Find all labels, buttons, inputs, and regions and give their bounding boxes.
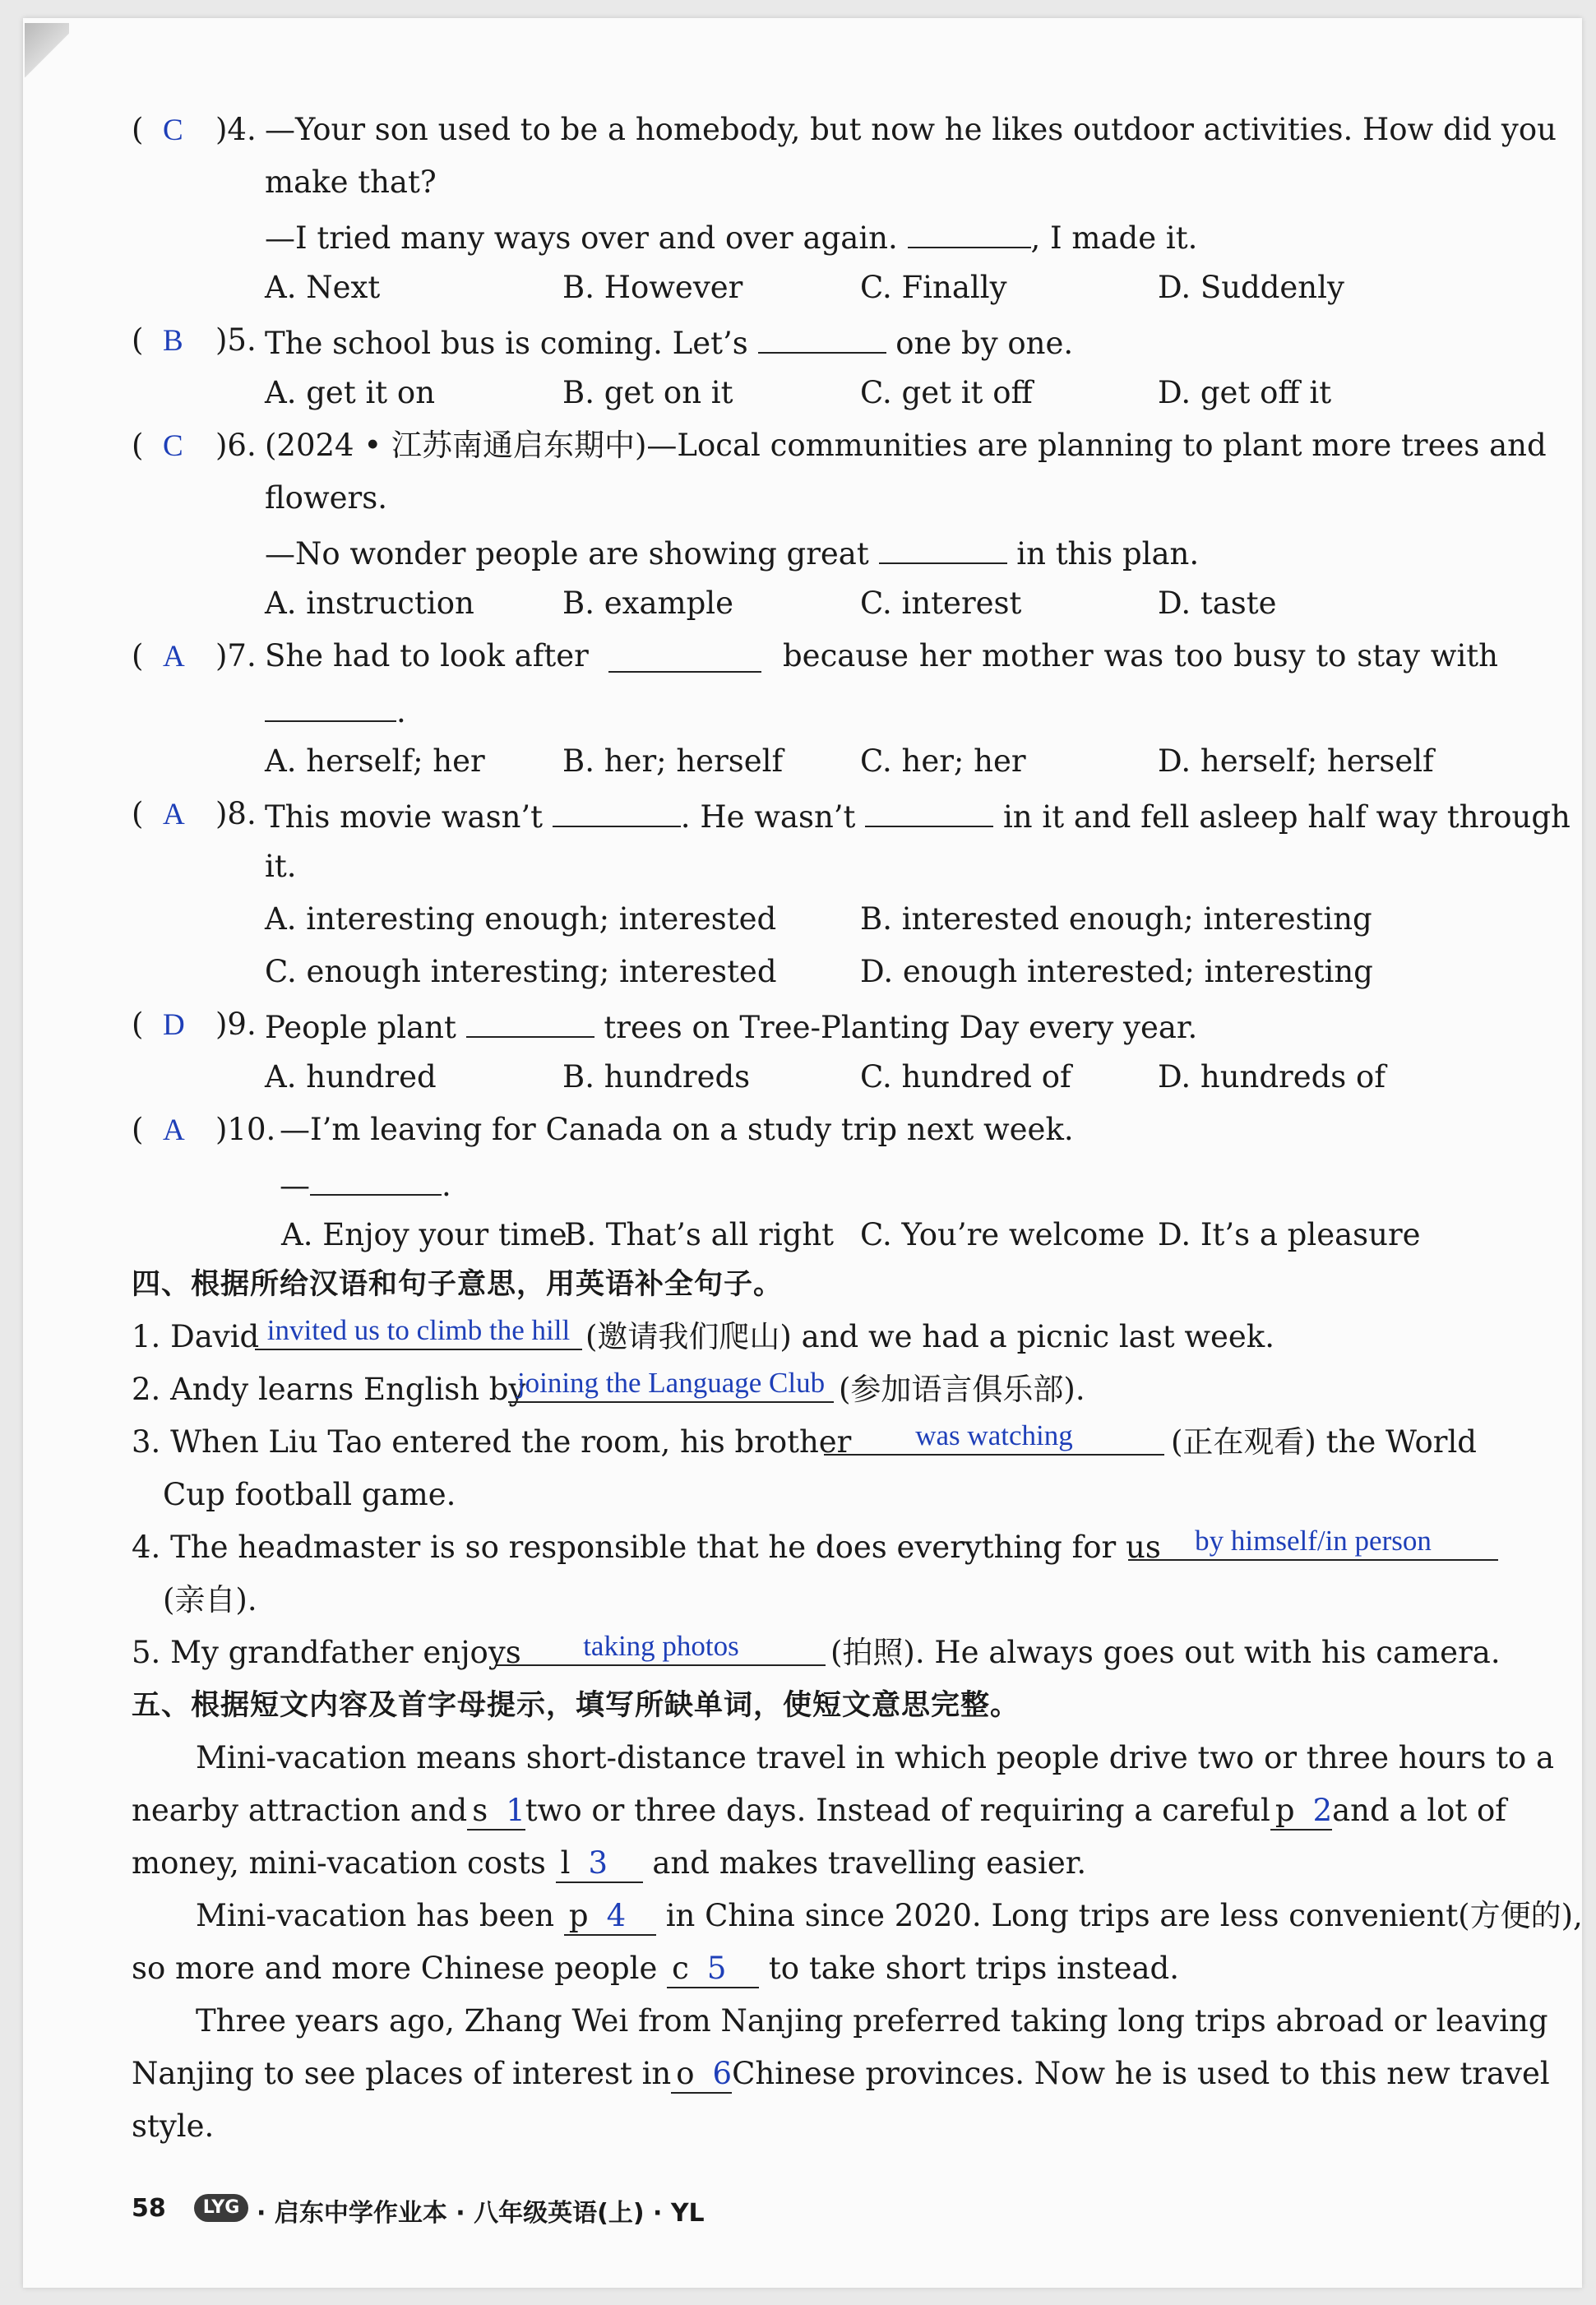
s4-item-4-answer: by himself/in person [1128, 1525, 1498, 1561]
answer-blank [608, 641, 761, 673]
option-a: A. Next [265, 270, 381, 305]
answer-bracket: ( B [132, 322, 183, 358]
question-stem-cont: flowers. [265, 480, 387, 516]
s4-item-2-answer: joining the Language Club [508, 1367, 834, 1403]
question-stem: —I’m leaving for Canada on a study trip next week. [280, 1112, 1074, 1147]
question-stem-cont: make that? [265, 164, 437, 200]
section-5-title: 五、根据短文内容及首字母提示，填写所缺单词，使短文意思完整。 [132, 1689, 1020, 1722]
page-corner-mark [25, 23, 69, 77]
option-a: A. herself; her [265, 743, 485, 779]
question-stem: This movie wasn’t . He wasn’t in it and fell asleep half way through [265, 796, 1571, 835]
blank-3: l 3 [556, 1845, 643, 1883]
option-a: A. hundred [265, 1059, 437, 1095]
passage-line: nearby attraction and s 1 two or three days. Instead of requiring a careful p 2 and a lot of [132, 1793, 1498, 1831]
option-c: C. Finally [860, 270, 1007, 305]
question-number: )4. [215, 112, 257, 147]
section-4-title: 四、根据所给汉语和句子意思，用英语补全句子。 [132, 1268, 784, 1301]
question-stem: She had to look after [265, 638, 589, 673]
option-c: C. get it off [860, 375, 1033, 410]
passage-line: money, mini-vacation costs l 3 and makes travelling easier. [132, 1845, 1086, 1883]
option-d: D. taste [1158, 586, 1277, 621]
passage-line: so more and more Chinese people c 5 to take short trips instead. [132, 1951, 1179, 1988]
s4-item-3-answer: was watching [824, 1419, 1164, 1456]
answer-bracket: ( A [132, 796, 185, 831]
option-c: C. her; her [860, 743, 1026, 779]
option-d: D. herself; herself [1158, 743, 1434, 779]
page-number: 58 [132, 2194, 166, 2223]
passage-line: Nanjing to see places of interest in o 6 Chinese provinces. Now he is used to this new travel [132, 2056, 1498, 2094]
option-b: B. get on it [562, 375, 733, 410]
question-number: )5. [215, 322, 257, 358]
option-d: D. enough interested; interesting [860, 954, 1373, 989]
question-number: )7. [215, 638, 257, 673]
passage-line: Three years ago, Zhang Wei from Nanjing preferred taking long trips abroad or leaving [196, 2003, 1548, 2039]
s4-item-3-pre: 3. When Liu Tao entered the room, his brother [132, 1424, 852, 1460]
s4-item-1-answer: invited us to climb the hill [255, 1314, 582, 1350]
answer-blank-line: . [265, 691, 406, 730]
option-a: A. instruction [265, 586, 474, 621]
answer-letter: D [162, 1008, 185, 1042]
blank-5: c 5 [667, 1951, 759, 1988]
option-b: B. interested enough; interesting [860, 901, 1372, 937]
option-c: C. interest [860, 586, 1022, 621]
blank-2: p 2 [1270, 1793, 1332, 1831]
answer-letter: A [162, 640, 185, 673]
question-number: )8. [215, 796, 257, 831]
question-number: )9. [215, 1007, 257, 1042]
answer-bracket: ( A [132, 638, 185, 673]
option-b: B. hundreds [562, 1059, 751, 1095]
blank-1: s 1 [467, 1793, 525, 1831]
s4-item-3-post: (正在观看) the World [1171, 1424, 1477, 1460]
passage-line: Mini-vacation has been p 4 in China since 2020. Long trips are less convenient(方便的), [196, 1898, 1583, 1936]
option-a: A. get it on [265, 375, 436, 410]
s4-item-4-pre: 4. The headmaster is so responsible that he does everything for us [132, 1530, 1161, 1565]
option-d: D. get off it [1158, 375, 1332, 410]
option-c: C. hundred of [860, 1059, 1071, 1095]
s4-item-4-cont: (亲自). [163, 1582, 257, 1618]
answer-bracket: ( A [132, 1112, 185, 1147]
s4-item-5-post: (拍照). He always goes out with his camera. [830, 1635, 1501, 1670]
answer-letter: C [162, 429, 183, 463]
answer-bracket: ( C [132, 428, 183, 463]
question-stem: People plant trees on Tree-Planting Day every year. [265, 1007, 1197, 1046]
option-b: B. her; herself [562, 743, 784, 779]
question-number: )6. [215, 428, 257, 463]
option-c: C. You’re welcome [860, 1217, 1145, 1252]
option-d: D. It’s a pleasure [1158, 1217, 1421, 1252]
option-a: A. interesting enough; interested [265, 901, 777, 937]
s4-item-1-pre: 1. David [132, 1319, 260, 1354]
s4-item-2-pre: 2. Andy learns English by [132, 1372, 526, 1407]
s4-item-1-post: (邀请我们爬山) and we had a picnic last week. [585, 1319, 1274, 1354]
question-number: )10. [215, 1112, 276, 1147]
lyg-badge: LYG [194, 2194, 248, 2222]
question-stem-cont: it. [265, 849, 297, 884]
question-stem: The school bus is coming. Let’s one by one. [265, 322, 1073, 362]
blank-4: p 4 [564, 1898, 656, 1936]
option-b: B. example [562, 586, 734, 621]
s4-item-2-post: (参加语言俱乐部). [839, 1372, 1085, 1407]
option-c: C. enough interesting; interested [265, 954, 777, 989]
question-line: —No wonder people are showing great in this plan. [265, 533, 1199, 572]
passage-line: Mini-vacation means short-distance travel in which people drive two or three hours to a [196, 1740, 1555, 1775]
passage-line: style. [132, 2108, 215, 2144]
question-stem-cont: because her mother was too busy to stay with [783, 638, 1498, 673]
s4-item-3-cont: Cup football game. [163, 1477, 456, 1512]
question-stem: (2024 • 江苏南通启东期中)—Local communities are planning to plant more trees and [265, 428, 1547, 463]
blank-6: o 6 [671, 2056, 732, 2094]
option-d: D. Suddenly [1158, 270, 1344, 305]
option-b: B. That’s all right [564, 1217, 835, 1252]
option-d: D. hundreds of [1158, 1059, 1386, 1095]
s4-item-5-pre: 5. My grandfather enjoys [132, 1635, 521, 1670]
footer-title: · 启东中学作业本 · 八年级英语(上) · YL [257, 2199, 705, 2228]
option-a: A. Enjoy your time [281, 1217, 567, 1252]
option-b: B. However [562, 270, 743, 305]
question-stem: —Your son used to be a homebody, but now he likes outdoor activities. How did you [265, 112, 1557, 147]
answer-letter: C [162, 113, 183, 147]
answer-letter: B [162, 324, 183, 358]
answer-blank-line: — . [280, 1164, 451, 1204]
s4-item-5-answer: taking photos [497, 1630, 826, 1666]
answer-bracket: ( D [132, 1007, 185, 1042]
answer-bracket: ( C [132, 112, 183, 147]
answer-letter: A [162, 798, 185, 831]
answer-letter: A [162, 1113, 185, 1147]
question-line: —I tried many ways over and over again. , I made it. [265, 217, 1197, 257]
